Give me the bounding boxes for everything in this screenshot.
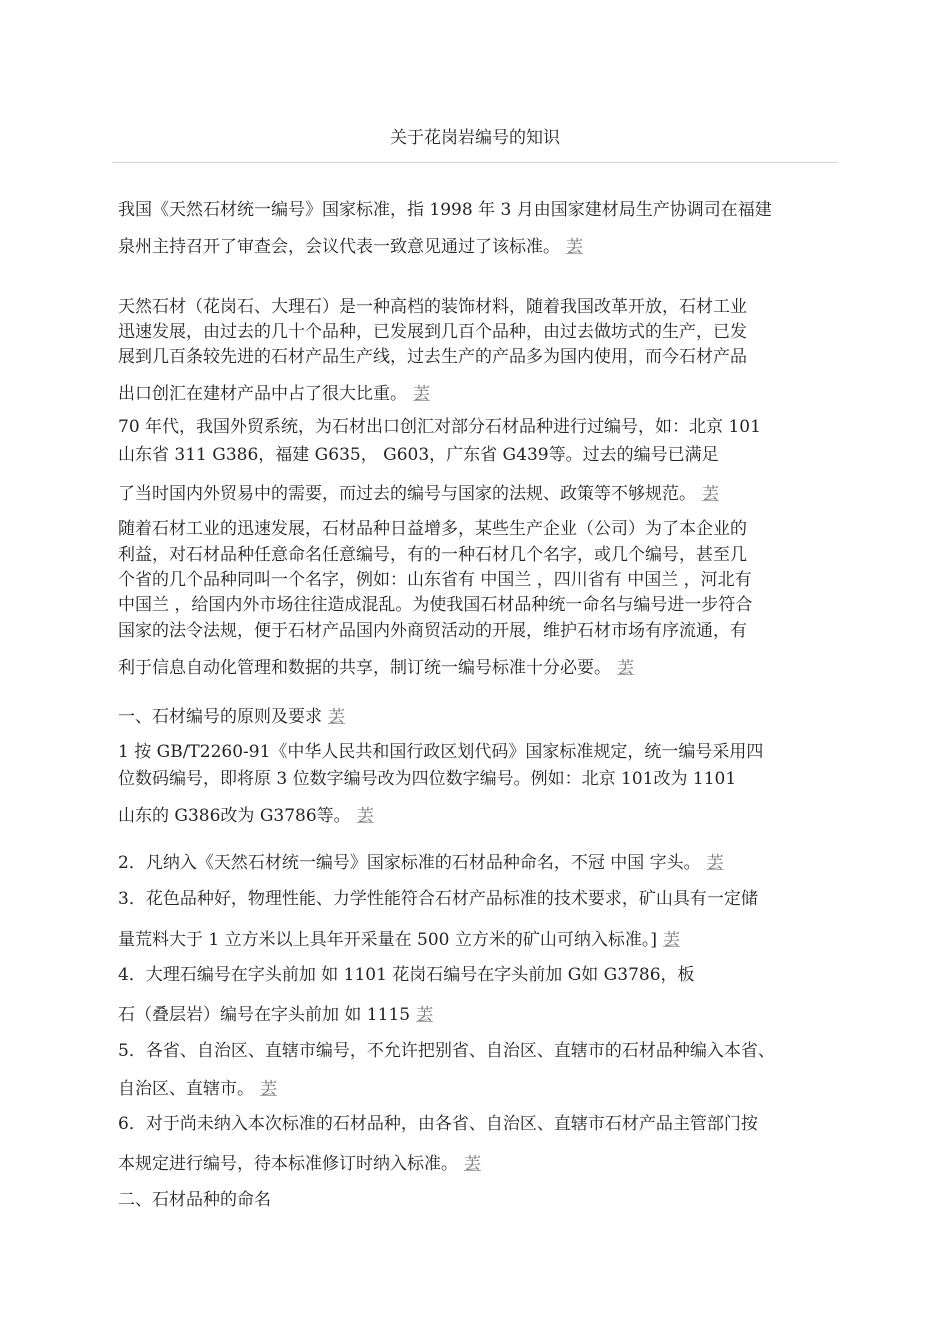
title-divider — [112, 162, 838, 163]
text-line — [118, 444, 838, 466]
text-line-content: 自治区、直辖市。 — [118, 1079, 254, 1099]
text-line-content: 泉州主持召开了审查会，会议代表一致意见通过了该标准。 — [118, 237, 560, 257]
text-line-content: 2．凡纳入《天然石材统一编号》国家标准的石材品种命名，不冠 中国 字头。 — [118, 853, 701, 873]
text-line-content: 天然石材（花岗石、大理石）是一种高档的装饰材料，随着我国改革开放，石材工业 — [118, 297, 747, 317]
text-line-content: 位数码编号，即将原 3 位数字编号改为四位数字编号。例如：北京 101改为 1101 — [118, 769, 737, 789]
text-line-content: 本规定进行编号，待本标准修订时纳入标准。 — [118, 1154, 458, 1174]
text-line — [118, 1189, 838, 1211]
paragraph-mark-icon: 䒧 — [413, 384, 430, 404]
text-line-content: 国家的法令法规，便于石材产品国内外商贸活动的开展，维护石材市场有序流通，有 — [118, 621, 747, 641]
text-line-content: 利益，对石材品种任意命名任意编号，有的一种石材几个名字，或几个编号，甚至几 — [118, 545, 747, 565]
text-line-content: 展到几百条较先进的石材产品生产线，过去生产的产品多为国内使用，而今石材产品 — [118, 347, 747, 367]
text-line-content: 70 年代，我国外贸系统，为石材出口创汇对部分石材品种进行过编号，如：北京 101 — [118, 417, 761, 437]
text-line — [118, 620, 838, 642]
text-line-content: 石（叠层岩）编号在字头前加 如 1115 — [118, 1005, 411, 1025]
paragraph-mark-icon: 䒧 — [416, 1005, 434, 1025]
text-line — [118, 768, 838, 790]
text-line — [118, 594, 838, 616]
paragraph-mark-icon: 䒧 — [328, 707, 345, 727]
text-line-content: 一、石材编号的原则及要求 — [118, 707, 322, 727]
text-line — [118, 1153, 838, 1175]
text-line-content: 6．对于尚未纳入本次标准的石材品种，由各省、自治区、直辖市石材产品主管部门按 — [118, 1114, 758, 1134]
text-line-content: 个省的几个品种同叫一个名字，例如：山东省有 中国兰 ，四川省有 中国兰 ，河北有 — [118, 570, 752, 590]
text-line — [118, 483, 838, 505]
text-line — [118, 964, 838, 986]
text-line — [118, 1040, 838, 1062]
text-line — [118, 346, 838, 368]
text-line-content: 4．大理石编号在字头前加 如 1101 花岗石编号在字头前加 G如 G3786，板 — [118, 965, 695, 985]
text-line — [118, 1078, 838, 1100]
text-line-content: 随着石材工业的迅速发展，石材品种日益增多，某些生产企业（公司）为了本企业的 — [118, 519, 747, 539]
paragraph-mark-icon: 䒧 — [706, 853, 724, 873]
text-line — [118, 296, 838, 318]
text-line — [118, 236, 838, 258]
text-line — [118, 706, 838, 728]
text-line-content: 出口创汇在建材产品中占了很大比重。 — [118, 384, 407, 404]
document-title: 关于花岗岩编号的知识 — [390, 128, 560, 148]
text-line — [118, 805, 838, 827]
text-line — [118, 657, 838, 679]
text-line — [118, 741, 838, 763]
text-line — [118, 929, 838, 951]
text-line — [118, 383, 838, 405]
paragraph-mark-icon: 䒧 — [260, 1079, 277, 1099]
paragraph-mark-icon: 䒧 — [464, 1154, 481, 1174]
text-line — [118, 416, 838, 438]
text-line-content: 量荒料大于 1 立方米以上具年开采量在 500 立方米的矿山可纳入标准。] — [118, 930, 658, 950]
text-line-content: 二、石材品种的命名 — [118, 1190, 271, 1210]
text-line — [118, 1113, 838, 1135]
text-line-content: 3．花色品种好，物理性能、力学性能符合石材产品标准的技术要求，矿山具有一定储 — [118, 889, 758, 909]
text-line — [118, 888, 838, 910]
text-line-content: 迅速发展，由过去的几十个品种，已发展到几百个品种，由过去做坊式的生产，已发 — [118, 322, 747, 342]
text-line-content: 山东的 G386改为 G3786等。 — [118, 806, 351, 826]
text-line — [118, 321, 838, 343]
text-line-content: 利于信息自动化管理和数据的共享，制订统一编号标准十分必要。 — [118, 658, 611, 678]
text-line-content: 1 按 GB/T2260-91《中华人民共和国行政区划代码》国家标准规定，统一编号采用四 — [118, 742, 764, 762]
text-line-content: 我国《天然石材统一编号》国家标准，指 1998 年 3 月由国家建材局生产协调司在福建 — [118, 200, 772, 220]
paragraph-mark-icon: 䒧 — [356, 806, 374, 826]
text-line — [118, 199, 838, 221]
paragraph-mark-icon: 䒧 — [663, 930, 681, 950]
paragraph-mark-icon: 䒧 — [566, 237, 583, 257]
paragraph-mark-icon: 䒧 — [702, 484, 719, 504]
text-line-content: 山东省 311 G386，福建 G635， G603，广东省 G439等。过去的编号已满足 — [118, 445, 719, 465]
paragraph-mark-icon: 䒧 — [617, 658, 634, 678]
text-line — [118, 1004, 838, 1026]
text-line — [118, 852, 838, 874]
text-line-content: 中国兰 ，给国内外市场往往造成混乱。为使我国石材品种统一命名与编号进一步符合 — [118, 595, 753, 615]
text-line — [118, 518, 838, 540]
text-line-content: 5．各省、自治区、直辖市编号，不允许把别省、自治区、直辖市的石材品种编入本省、 — [118, 1041, 775, 1061]
text-line — [118, 544, 838, 566]
text-line-content: 了当时国内外贸易中的需要，而过去的编号与国家的法规、政策等不够规范。 — [118, 484, 696, 504]
text-line — [118, 569, 838, 591]
